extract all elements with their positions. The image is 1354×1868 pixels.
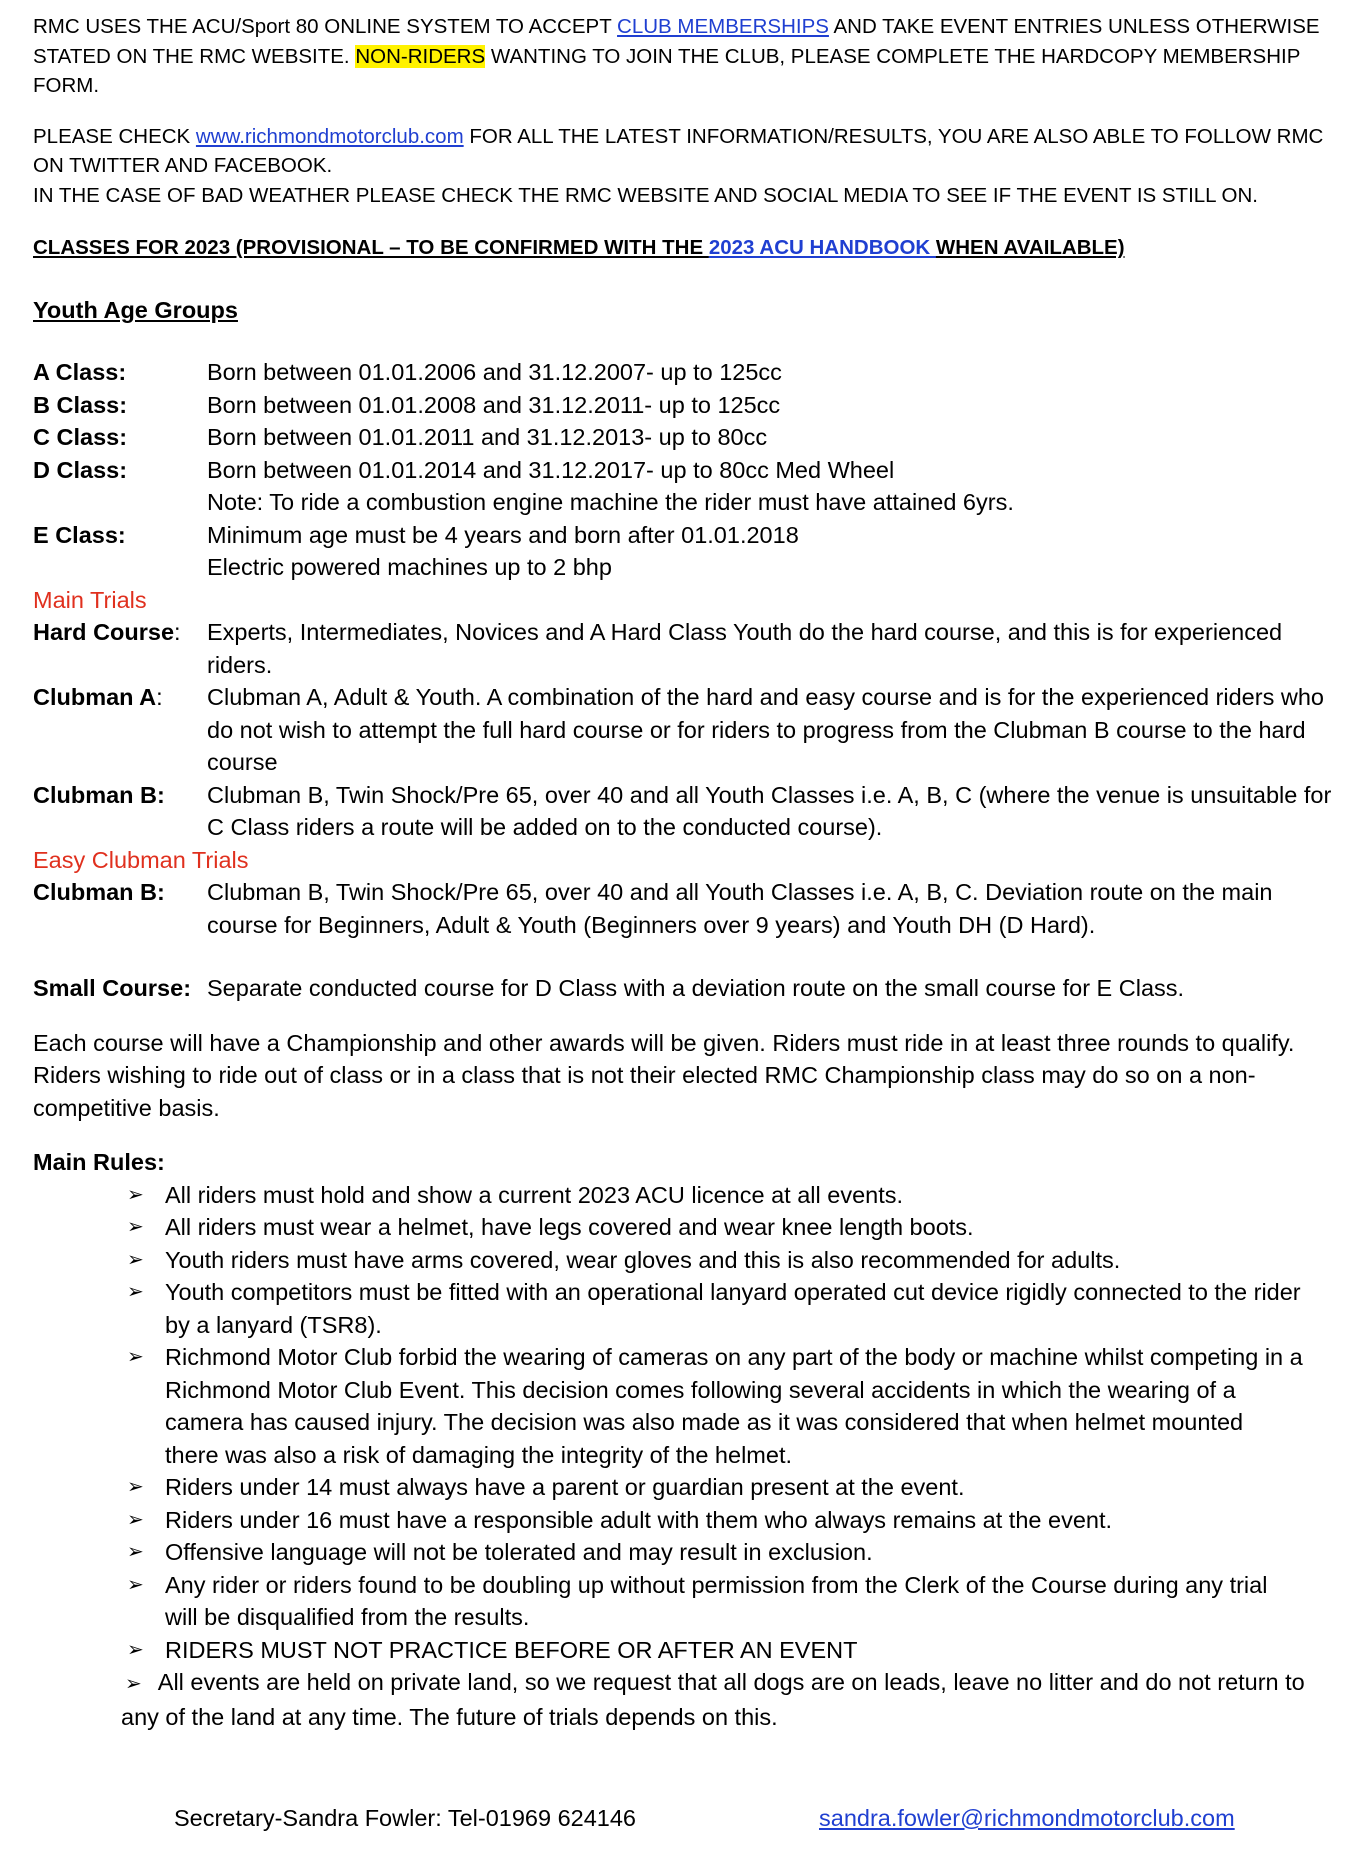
club-memberships-link[interactable]: CLUB MEMBERSHIPS bbox=[617, 15, 829, 38]
intro-text: PLEASE CHECK bbox=[33, 124, 196, 148]
clubman-a-label: Clubman A bbox=[33, 684, 157, 710]
youth-class-description bbox=[207, 389, 1343, 422]
intro-text: FOR ALL THE LATEST INFORMATION/RESULTS, YOU ARE ALSO ABLE TO FOLLOW RMC bbox=[463, 124, 1324, 148]
youth-class-row bbox=[33, 519, 1343, 584]
rule-item bbox=[123, 1179, 1343, 1212]
youth-class-label: E Class: bbox=[33, 521, 126, 548]
classes-heading bbox=[33, 232, 1343, 264]
spacer bbox=[33, 210, 1343, 232]
spacer bbox=[33, 326, 1343, 356]
arrow-bullet-icon: ➢ bbox=[127, 1573, 144, 1596]
intro-paragraph-2 bbox=[33, 122, 1343, 211]
clubman-a-row bbox=[33, 681, 1343, 779]
rule-text: Riders under 14 must always have a parent or guardian present at the event. bbox=[165, 1474, 965, 1500]
rule-item bbox=[123, 1504, 1343, 1537]
rule-item bbox=[123, 1536, 1343, 1569]
rule-text: All riders must wear a helmet, have legs covered and wear knee length boots. bbox=[165, 1214, 974, 1240]
spacer bbox=[33, 941, 1343, 972]
youth-class-line: Born between 01.01.2011 and 31.12.2013- up to 80cc bbox=[207, 424, 768, 450]
youth-class-line: Born between 01.01.2006 and 31.12.2007- up to 125cc bbox=[207, 359, 782, 385]
non-riders-highlight: NON-RIDERS bbox=[355, 44, 486, 68]
intro-text: ON TWITTER AND FACEBOOK. bbox=[33, 154, 333, 177]
intro-text: WANTING TO JOIN THE CLUB, PLEASE COMPLETE THE HARDCOPY MEMBERSHIP FORM. bbox=[33, 44, 1301, 97]
intro-paragraph-1 bbox=[33, 12, 1343, 101]
arrow-bullet-icon: ➢ bbox=[127, 1476, 144, 1498]
rule-text: All riders must hold and show a current 2023 ACU licence at all events. bbox=[165, 1181, 904, 1208]
rule-item bbox=[123, 1341, 1343, 1471]
rule-item bbox=[123, 1276, 1343, 1341]
youth-class-description bbox=[207, 519, 1343, 584]
rule-text: Richmond Motor Club forbid the wearing of cameras on any part of the body or machine whilst competing in a Richmond Motor Club Event. This decision comes following several accidents in which the wearing of a camera has caused injury. The decision was also made as it was considered that when helmet mounted there was also a risk of damaging the integrity of the helmet. bbox=[165, 1344, 1303, 1468]
arrow-bullet-icon: ➢ bbox=[125, 1673, 142, 1695]
youth-class-description bbox=[207, 454, 1343, 519]
youth-class-line: Born between 01.01.2014 and 31.12.2017- up to 80cc Med Wheel bbox=[207, 456, 895, 483]
easy-clubman-trials-heading: Easy Clubman Trials bbox=[33, 846, 249, 873]
youth-class-description bbox=[207, 356, 1343, 389]
classes-heading-text: WHEN AVAILABLE) bbox=[935, 236, 1125, 259]
label-colon: : bbox=[156, 684, 163, 710]
easy-clubman-b-text: Clubman B, Twin Shock/Pre 65, over 40 and all Youth Classes i.e. A, B, C. Deviation route on the main course for Beginners, Adult & Youth (Beginners over 9 years) and Youth DH (D Hard). bbox=[207, 879, 1273, 938]
youth-class-line: Minimum age must be 4 years and born after 01.01.2018 bbox=[207, 521, 799, 548]
hard-course-label: Hard Course bbox=[33, 619, 175, 645]
arrow-bullet-icon: ➢ bbox=[127, 1248, 144, 1271]
intro-text: IN THE CASE OF BAD WEATHER PLEASE CHECK THE RMC WEBSITE AND SOCIAL MEDIA TO SEE IF THE EVENT IS STILL ON. bbox=[33, 183, 1258, 207]
arrow-bullet-icon: ➢ bbox=[127, 1346, 144, 1368]
rule-item bbox=[123, 1211, 1343, 1244]
youth-class-description bbox=[207, 421, 1343, 454]
clubman-a-text: Clubman A, Adult & Youth. A combination of the hard and easy course and is for the experienced riders who do not wish to attempt the full hard course or for riders to progress from the Clubman B course to the hard course bbox=[207, 684, 1324, 775]
championship-paragraph: Each course will have a Championship and other awards will be given. Riders must ride in at least three rounds to qualify. Riders wishing to ride out of class or in a class that is not their elected RMC Championship class may do so on a non-competitive basis. bbox=[33, 1029, 1295, 1121]
classes-section bbox=[33, 294, 1343, 1733]
rule-item bbox=[123, 1634, 1343, 1667]
rule-text: Youth competitors must be fitted with an operational lanyard operated cut device rigidly connected to the rider by a lanyard (TSR8). bbox=[165, 1279, 1301, 1338]
main-rules-heading: Main Rules: bbox=[33, 1149, 165, 1175]
arrow-bullet-icon: ➢ bbox=[127, 1541, 144, 1563]
clubman-b-label: Clubman B: bbox=[33, 781, 165, 808]
intro-text: STATED ON THE RMC WEBSITE. bbox=[33, 44, 356, 68]
intro-section bbox=[33, 12, 1343, 210]
arrow-bullet-icon: ➢ bbox=[127, 1281, 144, 1303]
arrow-bullet-icon: ➢ bbox=[127, 1508, 144, 1531]
rule-text: Any rider or riders found to be doubling up without permission from the Clerk of the Course during any trial will be disqualified from the results. bbox=[165, 1571, 1268, 1630]
rule-item-last bbox=[33, 1666, 1343, 1733]
arrow-bullet-icon: ➢ bbox=[127, 1216, 144, 1238]
spacer bbox=[33, 1124, 1343, 1146]
clubman-b-row bbox=[33, 779, 1343, 844]
arrow-bullet-icon: ➢ bbox=[127, 1183, 144, 1206]
label-colon: : bbox=[174, 619, 181, 645]
spacer bbox=[33, 1005, 1343, 1027]
intro-text: RMC USES THE ACU/Sport 80 ONLINE SYSTEM TO ACCEPT bbox=[33, 15, 618, 38]
footer bbox=[174, 1802, 1304, 1834]
youth-class-row bbox=[33, 356, 1343, 389]
hard-course-row bbox=[33, 616, 1343, 681]
youth-class-line: Electric powered machines up to 2 bhp bbox=[207, 554, 612, 580]
youth-class-line: Note: To ride a combustion engine machine the rider must have attained 6yrs. bbox=[207, 489, 1014, 515]
clubman-b-text: Clubman B, Twin Shock/Pre 65, over 40 and all Youth Classes i.e. A, B, C (where the venue is unsuitable for C Class riders a route will be added on to the conducted course). bbox=[207, 781, 1332, 840]
document-page bbox=[33, 12, 1343, 1733]
rule-text: Offensive language will not be tolerated and may result in exclusion. bbox=[165, 1539, 873, 1565]
small-course-text: Separate conducted course for D Class with a deviation route on the small course for E Class. bbox=[207, 975, 1185, 1001]
secretary-email-link[interactable]: sandra.fowler@richmondmotorclub.com bbox=[819, 1805, 1235, 1831]
intro-text: AND TAKE EVENT ENTRIES UNLESS OTHERWISE bbox=[828, 15, 1320, 38]
youth-class-label: C Class: bbox=[33, 424, 128, 450]
classes-heading-text: CLASSES FOR 2023 (PROVISIONAL – TO BE CONFIRMED WITH THE bbox=[33, 236, 709, 259]
rule-text: Youth riders must have arms covered, wear gloves and this is also recommended for adults. bbox=[165, 1246, 1121, 1273]
secretary-contact: Secretary-Sandra Fowler: Tel-01969 624146 bbox=[174, 1805, 637, 1831]
rule-text: All events are held on private land, so we request that all dogs are on leads, leave no litter and do not return to any of the land at any time. The future of trials depends on this. bbox=[121, 1669, 1305, 1730]
youth-class-list bbox=[33, 356, 1343, 584]
easy-clubman-b-row bbox=[33, 876, 1343, 941]
youth-class-row bbox=[33, 421, 1343, 454]
spacer bbox=[33, 264, 1343, 294]
main-rules-list bbox=[33, 1179, 1343, 1667]
rule-text: Riders under 16 must have a responsible adult with them who always remains at the event. bbox=[165, 1506, 1113, 1533]
easy-clubman-b-label: Clubman B: bbox=[33, 879, 165, 905]
youth-class-line: Born between 01.01.2008 and 31.12.2011- up to 125cc bbox=[207, 391, 781, 418]
arrow-bullet-icon: ➢ bbox=[127, 1638, 144, 1661]
rule-item bbox=[123, 1569, 1343, 1634]
rule-item bbox=[123, 1471, 1343, 1504]
hard-course-text: Experts, Intermediates, Novices and A Hard Class Youth do the hard course, and this is for experienced riders. bbox=[207, 619, 1283, 678]
youth-class-label: B Class: bbox=[33, 391, 128, 418]
youth-class-row bbox=[33, 389, 1343, 422]
small-course-row bbox=[33, 972, 1343, 1005]
main-trials-heading: Main Trials bbox=[33, 586, 147, 613]
youth-class-label: D Class: bbox=[33, 456, 128, 483]
acu-handbook-link[interactable]: 2023 ACU HANDBOOK bbox=[708, 236, 936, 259]
rule-text: RIDERS MUST NOT PRACTICE BEFORE OR AFTER AN EVENT bbox=[165, 1636, 858, 1663]
youth-class-row bbox=[33, 454, 1343, 519]
youth-age-groups-heading: Youth Age Groups bbox=[33, 297, 238, 323]
small-course-label: Small Course: bbox=[33, 975, 192, 1001]
website-link[interactable]: www.richmondmotorclub.com bbox=[195, 124, 464, 148]
rule-item bbox=[123, 1244, 1343, 1277]
youth-class-label: A Class: bbox=[33, 359, 127, 385]
spacer bbox=[33, 101, 1343, 122]
